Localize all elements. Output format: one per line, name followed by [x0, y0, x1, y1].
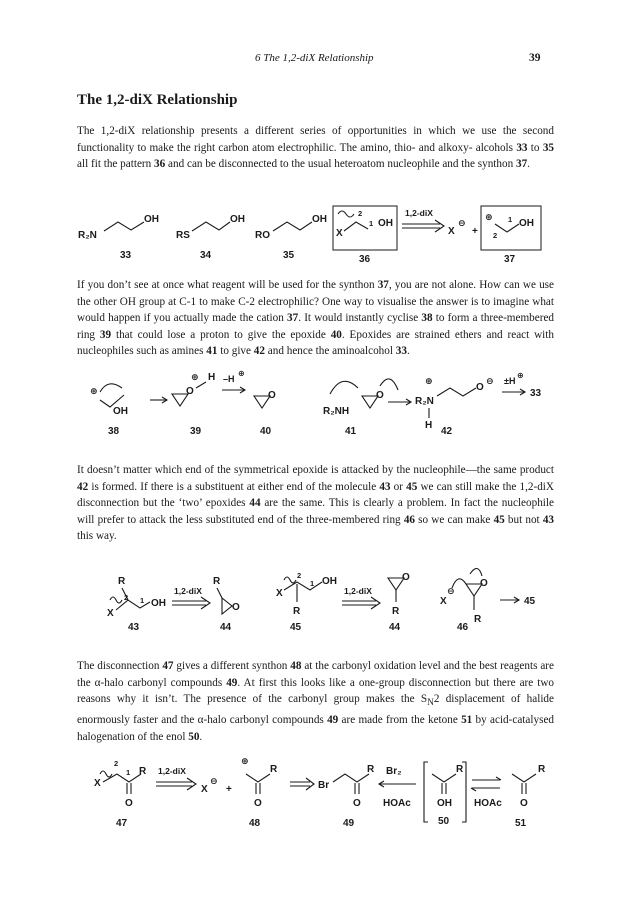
- svg-text:+: +: [226, 784, 232, 795]
- compound-49: [318, 764, 375, 829]
- compound-48: [241, 756, 278, 829]
- compound-39: [172, 372, 215, 437]
- forward-arrow-45: [500, 596, 536, 607]
- compound-50: [424, 762, 466, 827]
- svg-text:±H: ±H: [504, 376, 516, 386]
- compound-36-box: [333, 206, 397, 265]
- svg-text:X: X: [448, 226, 455, 237]
- compound-34: [176, 214, 245, 261]
- label-50: 50: [438, 816, 450, 827]
- compound-38: [90, 384, 128, 437]
- svg-text:R: R: [139, 766, 147, 777]
- svg-text:R₂N: R₂N: [78, 230, 97, 241]
- svg-text:H: H: [425, 420, 433, 431]
- compound-44b: [388, 572, 410, 633]
- svg-text:O: O: [232, 602, 240, 613]
- label-45: 45: [290, 622, 302, 633]
- svg-text:O: O: [186, 386, 194, 397]
- retro-arrow: [402, 208, 444, 232]
- svg-text:⊖: ⊖: [447, 586, 455, 596]
- svg-text:OH: OH: [151, 598, 166, 609]
- compound-45: [276, 571, 337, 633]
- svg-text:H: H: [208, 372, 216, 383]
- svg-text:R₂NH: R₂NH: [323, 406, 350, 417]
- svg-text:O: O: [480, 578, 488, 589]
- svg-text:OH: OH: [230, 214, 245, 225]
- svg-text:OH: OH: [144, 214, 159, 225]
- section-title: The 1,2-diX Relationship: [77, 92, 238, 108]
- retro-arrow-3: [156, 766, 196, 790]
- scheme-2: [0, 362, 638, 442]
- svg-text:R: R: [118, 576, 126, 587]
- label-34: 34: [200, 250, 212, 261]
- svg-text:OH: OH: [322, 576, 337, 587]
- svg-text:⊕: ⊕: [425, 376, 433, 386]
- compound-41: [323, 379, 398, 437]
- label-44: 44: [220, 622, 232, 633]
- retro-arrow-2: [342, 586, 380, 609]
- svg-text:R₂N: R₂N: [415, 396, 434, 407]
- svg-text:1: 1: [126, 768, 131, 777]
- svg-text:2: 2: [358, 209, 363, 218]
- x-anion: [448, 218, 478, 237]
- x-anion-2: [201, 776, 232, 795]
- svg-text:X: X: [107, 608, 114, 619]
- svg-text:–H: –H: [223, 374, 235, 384]
- svg-text:⊕: ⊕: [90, 386, 98, 396]
- label-35: 35: [283, 250, 295, 261]
- svg-text:Br₂: Br₂: [386, 766, 402, 777]
- running-header: 6 The 1,2-diX Relationship: [255, 52, 374, 64]
- compound-40: [254, 390, 276, 437]
- label-42: 42: [441, 426, 453, 437]
- svg-text:R: R: [456, 764, 464, 775]
- label-49: 49: [343, 818, 355, 829]
- svg-text:O: O: [254, 798, 262, 809]
- label-33: 33: [120, 250, 132, 261]
- svg-text:2: 2: [297, 571, 302, 580]
- compound-46: [440, 568, 488, 633]
- svg-text:R: R: [270, 764, 278, 775]
- target-33: 33: [530, 388, 542, 399]
- svg-text:1: 1: [310, 579, 315, 588]
- svg-text:O: O: [402, 572, 410, 583]
- svg-text:⊕: ⊕: [485, 212, 493, 222]
- svg-text:R: R: [538, 764, 546, 775]
- svg-text:R: R: [367, 764, 375, 775]
- compound-33: [78, 214, 159, 261]
- svg-text:2: 2: [493, 231, 498, 240]
- svg-text:X: X: [276, 588, 283, 599]
- svg-text:O: O: [268, 390, 276, 401]
- compound-35: [255, 214, 327, 261]
- svg-text:R: R: [392, 606, 400, 617]
- svg-text:O: O: [353, 798, 361, 809]
- svg-text:HOAc: HOAc: [383, 798, 411, 809]
- paragraph-3: It doesn’t matter which end of the symmetrical epoxide is attacked by the nucleophile—the same product 42 is formed. If there is a substituent at either end of the molecule 43 or 45 we can still make the 1,2-diX disconnection but the ‘two’ epoxides 44 are the same. This is clearly a problem. In fact the nucleophile will prefer to attack the less substituted end of the three-membered ring 46 so we can make 45 but not 43 this way.: [77, 464, 555, 543]
- svg-text:⊕: ⊕: [238, 369, 245, 378]
- svg-text:OH: OH: [312, 214, 327, 225]
- compound-42: [415, 376, 494, 437]
- paragraph-1: The 1,2-diX relationship presents a different series of opportunities in which we use the second functionality to make the right carbon atom electrophilic. The amino, thio- and alkoxy- alcohols 33 to 35 all fit the pattern 36 and can be disconnected to the usual heteroatom nucleophile and the synthon 37.: [77, 125, 554, 171]
- br2-reverse-arrow: [379, 766, 416, 809]
- label-44b: 44: [389, 622, 401, 633]
- svg-text:OH: OH: [113, 406, 128, 417]
- svg-text:2: 2: [124, 593, 129, 602]
- label-37: 37: [504, 254, 516, 265]
- page-number: 39: [529, 52, 541, 64]
- svg-text:X: X: [336, 228, 343, 239]
- svg-text:O: O: [520, 798, 528, 809]
- svg-text:⊕: ⊕: [241, 756, 249, 766]
- minus-h-arrow: [222, 369, 245, 393]
- scheme-1: [0, 198, 638, 268]
- compound-47: [94, 759, 147, 829]
- svg-text:OH: OH: [378, 218, 393, 229]
- svg-text:⊕: ⊕: [517, 371, 524, 380]
- svg-text:X: X: [94, 778, 101, 789]
- label-48: 48: [249, 818, 261, 829]
- svg-text:+: +: [472, 226, 478, 237]
- svg-text:R: R: [293, 606, 301, 617]
- svg-text:1,2-diX: 1,2-diX: [405, 208, 433, 218]
- label-43: 43: [128, 622, 140, 633]
- svg-text:OH: OH: [437, 798, 452, 809]
- label-46: 46: [457, 622, 469, 633]
- equivalence-arrow: [290, 778, 314, 790]
- svg-text:OH: OH: [519, 218, 534, 229]
- svg-text:R: R: [474, 614, 482, 625]
- svg-text:1,2-diX: 1,2-diX: [174, 586, 202, 596]
- svg-text:O: O: [376, 390, 384, 401]
- svg-text:R: R: [213, 576, 221, 587]
- compound-51: [512, 764, 546, 829]
- label-36: 36: [359, 254, 371, 265]
- equilibrium-arrows: [471, 777, 502, 809]
- svg-text:HOAc: HOAc: [474, 798, 502, 809]
- svg-text:⊖: ⊖: [486, 376, 494, 386]
- svg-text:1: 1: [140, 596, 145, 605]
- svg-text:RS: RS: [176, 230, 190, 241]
- label-39: 39: [190, 426, 202, 437]
- svg-text:O: O: [476, 382, 484, 393]
- target-45: 45: [524, 596, 536, 607]
- svg-text:⊕: ⊕: [191, 372, 199, 382]
- svg-text:⊖: ⊖: [458, 218, 466, 228]
- label-41: 41: [345, 426, 357, 437]
- label-51: 51: [515, 818, 527, 829]
- svg-text:1,2-diX: 1,2-diX: [344, 586, 372, 596]
- svg-text:2: 2: [114, 759, 119, 768]
- paragraph-2: If you don’t see at once what reagent will be used for the synthon 37, you are not alone. How can we use the other OH group at C-1 to make C-2 electrophilic? One way to visualise the answer is to imagine what would happen if you actually made the cation 37. It would instantly cyclise 38 to form a three-membered ring 39 that could lose a proton to give the epoxide 40. Epoxides are strained ethers and react with nucleophiles such as amines 41 to give 42 and hence the aminoalcohol 33.: [77, 279, 555, 358]
- scheme-4: [0, 752, 638, 842]
- proton-transfer-arrow: [502, 371, 542, 399]
- compound-43: [107, 576, 166, 633]
- label-38: 38: [108, 426, 120, 437]
- svg-text:X: X: [440, 596, 447, 607]
- label-40: 40: [260, 426, 272, 437]
- svg-text:RO: RO: [255, 230, 270, 241]
- svg-text:X: X: [201, 784, 208, 795]
- svg-text:Br: Br: [318, 780, 330, 791]
- retro-arrow-1: [172, 586, 210, 609]
- compound-44: [213, 576, 240, 633]
- svg-text:⊖: ⊖: [210, 776, 218, 786]
- label-47: 47: [116, 818, 128, 829]
- scheme-3: [0, 560, 638, 644]
- svg-text:1,2-diX: 1,2-diX: [158, 766, 186, 776]
- svg-text:O: O: [125, 798, 133, 809]
- svg-text:1: 1: [508, 215, 513, 224]
- paragraph-4: The disconnection 47 gives a different synthon 48 at the carbonyl oxidation level and the best reagents are the α-halo carbonyl compounds 49. At first this looks like a one-group disconnection but there are two reasons why it isn’t. The presence of the carbonyl group makes the $S_N2$ displacement of halide enormously faster and the α-halo carbonyl compounds 49 are made from the ketone 51 by acid-catalysed halogenation of the enol 50.: [77, 660, 555, 743]
- compound-37-box: [481, 206, 541, 265]
- svg-text:1: 1: [369, 219, 374, 228]
